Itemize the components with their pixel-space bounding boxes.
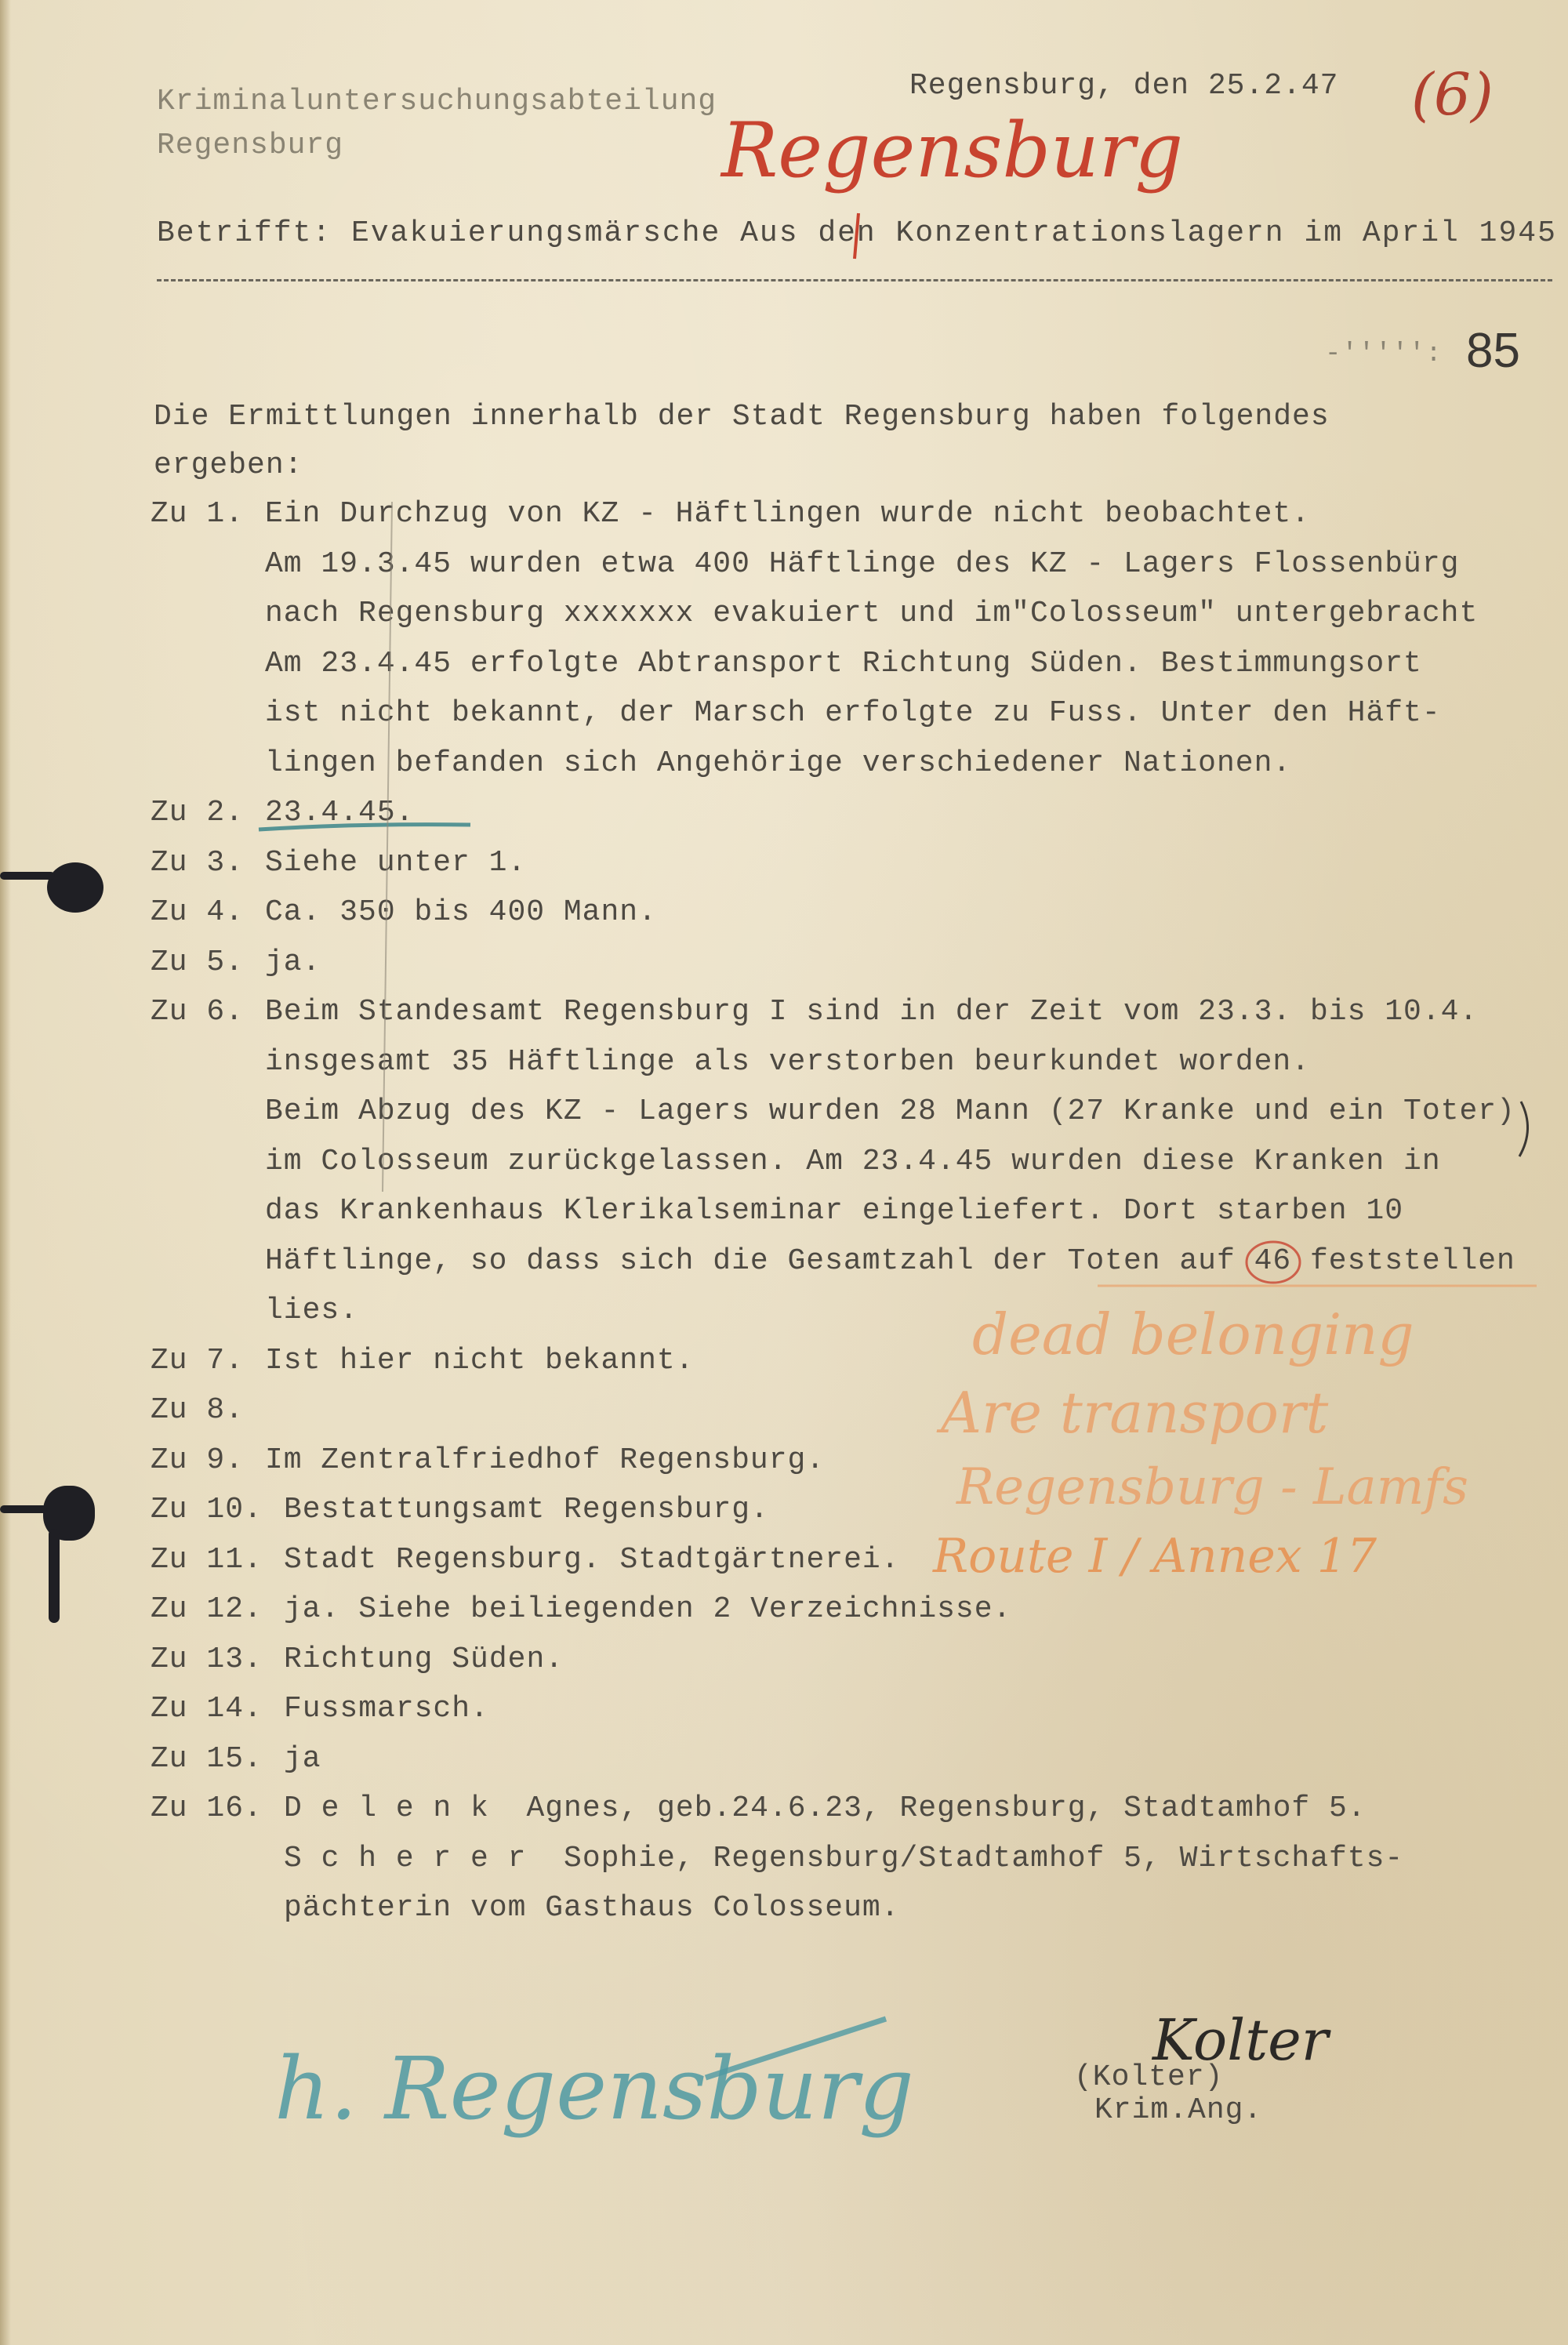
item-text-line: ist nicht bekannt, der Marsch erfolgte zu Fuss. Unter den Häft- (265, 696, 1441, 730)
item-number: Zu 4. (151, 895, 245, 929)
item-text-line: nach Regensburg xxxxxxx evakuiert und im"Colosseum" untergebracht (265, 597, 1479, 630)
item-text-line: Am 23.4.45 erfolgte Abtransport Richtung Süden. Bestimmungsort (265, 646, 1422, 681)
item-number: Zu 15. (151, 1741, 263, 1776)
item-number: Zu 9. (151, 1443, 245, 1477)
item-text-line: Ist hier nicht bekannt. (265, 1343, 695, 1378)
item-number: Zu 1. (151, 497, 245, 531)
item-number: Zu 12. (151, 1592, 263, 1626)
item-number: Zu 14. (151, 1692, 263, 1726)
item-number: Zu 5. (151, 945, 245, 979)
ink-smudge-2 (0, 1505, 47, 1513)
item-text-line: 23.4.45. (265, 796, 415, 829)
item-text-line: Häftlinge, so dass sich die Gesamtzahl der Toten auf 46 feststellen (265, 1243, 1515, 1278)
typed-name: (Kolter) (1074, 2060, 1224, 2094)
item-text-line: Stadt Regensburg. Stadtgärtnerei. (284, 1542, 900, 1577)
stamp-number: 85 (1466, 324, 1520, 378)
item-text-line: insgesamt 35 Häftlinge als verstorben beurkundet worden. (265, 1044, 1311, 1079)
item-text-line: Fussmarsch. (284, 1692, 489, 1726)
orange-note-line4: Route I / Annex 17 (933, 1529, 1377, 1584)
item-text-line: pächterin vom Gasthaus Colosseum. (284, 1891, 900, 1925)
item-number: Zu 16. (151, 1791, 263, 1825)
item-number: Zu 8. (151, 1393, 245, 1427)
item-text-line: Siehe unter 1. (265, 845, 527, 880)
handwritten-signature: Kolter (1152, 2007, 1329, 2073)
ink-blot-1 (47, 862, 103, 913)
typed-title: Krim.Ang. (1094, 2093, 1263, 2127)
item-text-line: Beim Standesamt Regensburg I sind in der Zeit vom 23.3. bis 10.4. (265, 995, 1479, 1029)
item-text-line: Ca. 350 bis 400 Mann. (265, 895, 657, 929)
item-text-line: ja (284, 1741, 321, 1776)
department-line1: Kriminaluntersuchungsabteilung (157, 85, 717, 118)
item-text-line: ja. (265, 945, 321, 979)
handwritten-place: Regensburg (721, 107, 1184, 194)
orange-note-line2: Are transport (941, 1380, 1329, 1446)
item-number: Zu 7. (151, 1343, 245, 1378)
item-number: Zu 10. (151, 1493, 263, 1526)
place-date: Regensburg, den 25.2.47 (909, 69, 1339, 103)
item-text-line: S c h e r e r Sophie, Regensburg/Stadtamhof 5, Wirtschafts- (284, 1841, 1404, 1875)
item-text-line: Am 19.3.45 wurden etwa 400 Häftlinge des KZ - Lagers Flossenbürg (265, 546, 1460, 581)
page-mark: (6) (1411, 61, 1494, 129)
item-number: Zu 3. (151, 845, 245, 880)
orange-note-line1: dead belonging (972, 1301, 1414, 1367)
item-text-line: Richtung Süden. (284, 1642, 564, 1676)
item-number: Zu 13. (151, 1642, 263, 1676)
item-text-line: lingen befanden sich Angehörige verschiedener Nationen. (265, 746, 1292, 780)
ink-smudge-1 (0, 872, 55, 880)
item-number: Zu 6. (151, 995, 245, 1029)
subject-line: Betrifft: Evakuierungsmärsche Aus den Konzentrationslagern im April 1945 (157, 216, 1557, 250)
item-text-line: Bestattungsamt Regensburg. (284, 1493, 769, 1526)
intro-line2: ergeben: (154, 448, 303, 482)
department-line2: Regensburg (157, 129, 344, 162)
ink-drip-2 (49, 1529, 60, 1623)
intro-line1: Die Ermittlungen innerhalb der Stadt Regensburg haben folgendes (154, 400, 1330, 434)
stamp-dots: -''''': (1325, 339, 1443, 369)
item-text-line: im Colosseum zurückgelassen. Am 23.4.45 wurden diese Kranken in (265, 1144, 1441, 1178)
item-text-line: D e l e n k Agnes, geb.24.6.23, Regensburg, Stadtamhof 5. (284, 1791, 1367, 1825)
item-text-line: Im Zentralfriedhof Regensburg. (265, 1443, 826, 1477)
item-text-line: Beim Abzug des KZ - Lagers wurden 28 Mann (27 Kranke und ein Toter) (265, 1094, 1515, 1128)
item-number: Zu 11. (151, 1542, 263, 1577)
item-text-line: lies. (265, 1294, 359, 1327)
item-text-line: Ein Durchzug von KZ - Häftlingen wurde nicht beobachtet. (265, 497, 1311, 531)
item-text-line: ja. Siehe beiliegenden 2 Verzeichnisse. (284, 1592, 1012, 1626)
item-number: Zu 2. (151, 796, 245, 829)
item-text-line: das Krankenhaus Klerikalseminar eingeliefert. Dort starben 10 (265, 1194, 1404, 1228)
orange-note-line3: Regensburg - Lamfs (956, 1458, 1468, 1516)
blue-note: h. Regensburg (274, 2038, 914, 2139)
